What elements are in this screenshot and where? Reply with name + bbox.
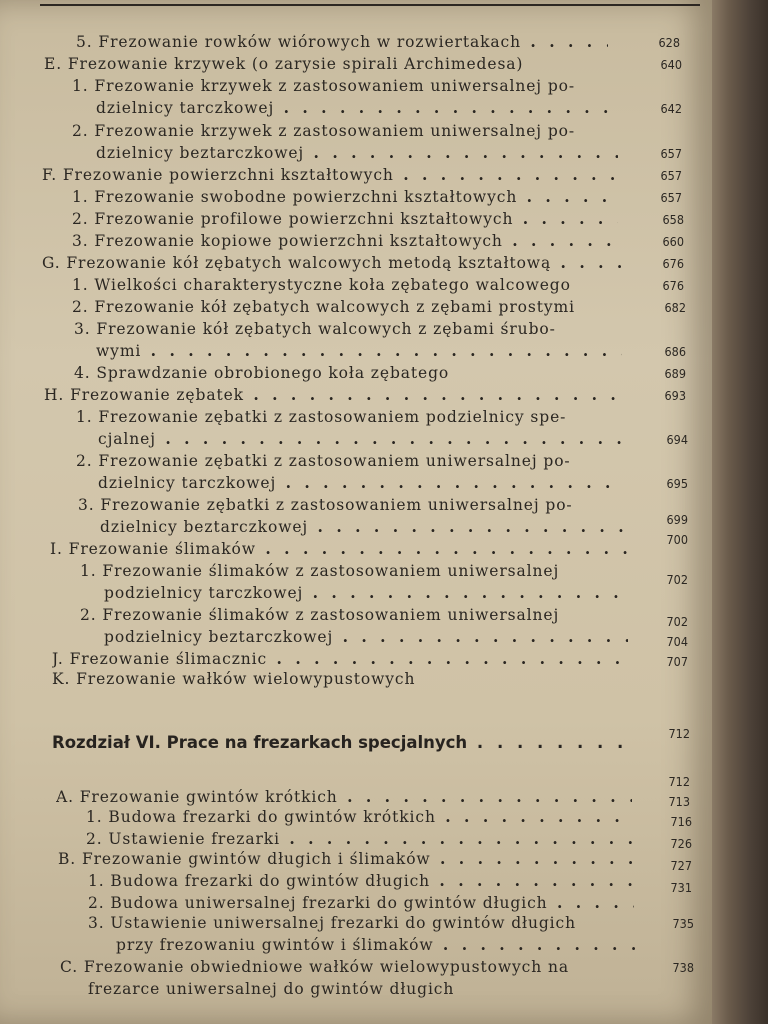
toc-entry: 2. Frezowanie ślimaków z zastosowaniem uniwersalnej bbox=[80, 606, 560, 624]
toc-entry-continuation: cjalnej . . . bbox=[98, 428, 624, 450]
toc-section: K. Frezowanie wałków wielowypustowych bbox=[52, 670, 416, 688]
toc-page-number: 695 bbox=[666, 476, 688, 491]
toc-page-number: 694 bbox=[666, 432, 688, 447]
toc-entry: 3. Frezowanie zębatki z zastosowaniem uniwersalnej po- bbox=[78, 496, 573, 514]
toc-entry: 2. Budowa uniwersalnej frezarki do gwintów długich . . . bbox=[88, 892, 634, 914]
toc-page-number: 726 bbox=[670, 836, 692, 851]
toc-section: B. Frezowanie gwintów długich i ślimaków . . . bbox=[58, 848, 634, 870]
toc-entry: 2. Frezowanie krzywek z zastosowaniem uniwersalnej po- bbox=[72, 122, 576, 140]
toc-section: I. Frezowanie ślimaków . . . bbox=[50, 538, 628, 560]
toc-page-number: 640 bbox=[660, 57, 682, 72]
toc-entry: 2. Frezowanie profilowe powierzchni kształtowych . . . bbox=[72, 208, 618, 230]
toc-entry: 3. Frezowanie kół zębatych walcowych z zębami śrubo- bbox=[74, 320, 556, 338]
toc-entry-continuation: wymi . . . bbox=[96, 340, 622, 362]
toc-page-number: 702 bbox=[666, 614, 688, 629]
toc-page-number: 738 bbox=[672, 960, 694, 975]
toc-page-number: 731 bbox=[670, 880, 692, 895]
toc-entry: 1. Frezowanie ślimaków z zastosowaniem uniwersalnej bbox=[80, 562, 560, 580]
toc-page-number: 642 bbox=[660, 101, 682, 116]
toc-section: J. Frezowanie ślimacznic . . . bbox=[52, 648, 628, 670]
toc-entry-continuation: podzielnicy beztarczkowej . . . bbox=[104, 626, 628, 648]
top-rule bbox=[40, 4, 700, 6]
toc-entry-continuation: przy frezowaniu gwintów i ślimaków . . . bbox=[116, 934, 636, 956]
toc-page-number: 676 bbox=[662, 256, 684, 271]
toc-section: C. Frezowanie obwiedniowe wałków wielowypustowych na bbox=[60, 958, 569, 976]
toc-page-number: 704 bbox=[666, 634, 688, 649]
toc-page-number: 657 bbox=[660, 190, 682, 205]
toc-entry: 5. Frezowanie rowków wiórowych w rozwiertakach . . . bbox=[76, 31, 608, 53]
toc-page-number: 689 bbox=[664, 366, 686, 381]
toc-entry: 1. Wielkości charakterystyczne koła zębatego walcowego bbox=[72, 276, 571, 294]
toc-entry-continuation: podzielnicy tarczkowej . . . bbox=[104, 582, 628, 604]
toc-page-number: 657 bbox=[660, 168, 682, 183]
toc-entry: 3. Ustawienie uniwersalnej frezarki do gwintów długich bbox=[88, 914, 577, 932]
toc-entry: 1. Frezowanie krzywek z zastosowaniem uniwersalnej po- bbox=[72, 77, 576, 95]
toc-section: H. Frezowanie zębatek . . . bbox=[44, 384, 624, 406]
toc-section: E. Frezowanie krzywek (o zarysie spirali Archimedesa) bbox=[44, 55, 524, 73]
toc-entry: 2. Frezowanie zębatki z zastosowaniem uniwersalnej po- bbox=[76, 452, 571, 470]
toc-entry-continuation: frezarce uniwersalnej do gwintów długich bbox=[88, 980, 455, 998]
page-edge bbox=[712, 0, 768, 1024]
chapter-page-number: 712 bbox=[668, 726, 690, 741]
chapter-title: Rozdział VI. Prace na frezarkach specjalnych . . . bbox=[52, 730, 630, 756]
toc-section: F. Frezowanie powierzchni kształtowych . . . bbox=[42, 164, 618, 186]
toc-entry: 2. Frezowanie kół zębatych walcowych z zębami prostymi bbox=[72, 298, 575, 316]
toc-section: A. Frezowanie gwintów krótkich . . . bbox=[56, 786, 632, 808]
toc-entry: 1. Frezowanie swobodne powierzchni kształtowych . . . bbox=[72, 186, 618, 208]
toc-page-number: 712 bbox=[668, 774, 690, 789]
toc-page-number: 700 bbox=[666, 532, 688, 547]
toc-entry-continuation: dzielnicy beztarczkowej . . . bbox=[96, 142, 618, 164]
toc-page-number: 727 bbox=[670, 858, 692, 873]
toc-page-number: 702 bbox=[666, 572, 688, 587]
toc-page-number: 707 bbox=[666, 654, 688, 669]
toc-entry-continuation: dzielnicy tarczkowej . . . bbox=[98, 472, 624, 494]
toc-entry: 1. Frezowanie zębatki z zastosowaniem podzielnicy spe- bbox=[76, 408, 567, 426]
toc-entry: 1. Budowa frezarki do gwintów krótkich . . . bbox=[86, 806, 632, 828]
toc-entry-continuation: dzielnicy tarczkowej . . . bbox=[96, 97, 618, 119]
toc-page-number: 658 bbox=[662, 212, 684, 227]
toc-page-number: 713 bbox=[668, 794, 690, 809]
toc-page-number: 716 bbox=[670, 814, 692, 829]
toc-entry-continuation: dzielnicy beztarczkowej . . . bbox=[100, 516, 628, 538]
toc-page-number: 628 bbox=[658, 35, 680, 50]
toc-entry: 2. Ustawienie frezarki . . . bbox=[86, 828, 632, 850]
toc-page-number: 699 bbox=[666, 512, 688, 527]
toc-entry: 4. Sprawdzanie obrobionego koła zębatego bbox=[74, 364, 450, 382]
toc-page-number: 676 bbox=[662, 278, 684, 293]
toc-page-number: 686 bbox=[664, 344, 686, 359]
toc-page-number: 693 bbox=[664, 388, 686, 403]
toc-page-number: 735 bbox=[672, 916, 694, 931]
toc-page-number: 682 bbox=[664, 300, 686, 315]
toc-section: G. Frezowanie kół zębatych walcowych metodą kształtową . . . bbox=[42, 252, 628, 274]
toc-page-number: 660 bbox=[662, 234, 684, 249]
toc-entry: 1. Budowa frezarki do gwintów długich . . . bbox=[88, 870, 634, 892]
toc-page-number: 657 bbox=[660, 146, 682, 161]
toc-entry: 3. Frezowanie kopiowe powierzchni kształtowych . . . bbox=[72, 230, 618, 252]
